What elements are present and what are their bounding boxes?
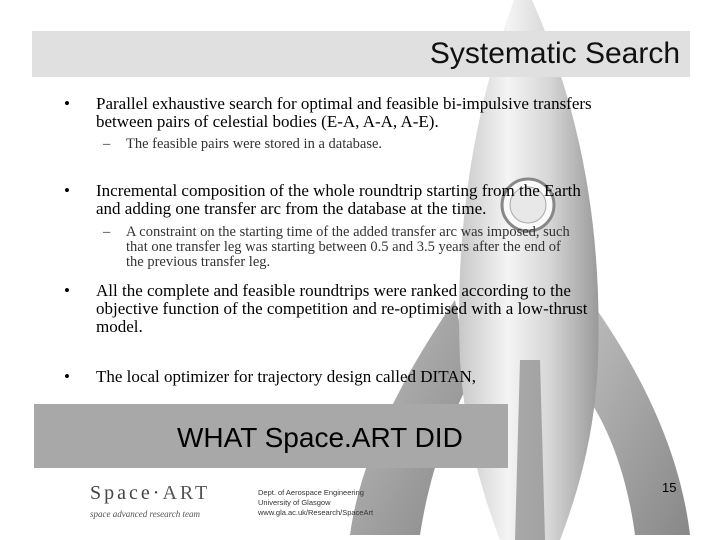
- banner: [34, 404, 508, 468]
- bullet-1-line-2: between pairs of celestial bodies (E-A, A-A, A-E).: [96, 112, 439, 131]
- bullet-3-line-2: objective function of the competition and re-optimised with a low-thrust: [96, 299, 588, 318]
- title-band: [32, 31, 690, 77]
- logo-part-1: Space: [90, 482, 153, 504]
- dept-line-1: Dept. of Aerospace Engineering: [258, 488, 364, 497]
- bullet-marker: •: [64, 281, 70, 300]
- slide-title: Systematic Search: [429, 37, 680, 70]
- bullet-2-sub-line-3: the previous transfer leg.: [126, 254, 271, 270]
- bullet-3-line-1: All the complete and feasible roundtrips were ranked according to the: [96, 281, 571, 300]
- bullet-2-sub-1-text: [126, 225, 570, 270]
- bullet-1-text: [96, 95, 592, 131]
- bullet-3-text: [96, 282, 587, 336]
- bullet-2-line-1: Incremental composition of the whole roundtrip starting from the Earth: [96, 181, 581, 200]
- bullet-1-sub-1-text: The feasible pairs were stored in a database.: [126, 136, 383, 152]
- bullet-3-line-3: model.: [96, 317, 143, 336]
- dept-line-3: www.gla.ac.uk/Research/SpaceArt: [258, 508, 374, 517]
- bullet-4-text: [96, 368, 476, 386]
- banner-text: WHAT Space.ART DID: [177, 422, 463, 453]
- sub-marker: –: [103, 136, 111, 152]
- bullet-2-text: [96, 182, 581, 218]
- page-number: 15: [662, 480, 677, 495]
- bullet-marker: •: [64, 94, 70, 113]
- bullet-marker: •: [64, 367, 70, 386]
- logo-tagline: space advanced research team: [90, 509, 201, 519]
- logo-separator: ·: [152, 482, 163, 504]
- logo-part-2: ART: [162, 482, 211, 504]
- bullet-2-line-2: and adding one transfer arc from the database at the time.: [96, 199, 487, 218]
- space-art-logo: [90, 482, 210, 505]
- dept-line-2: University of Glasgow: [258, 498, 331, 507]
- department-info: [258, 488, 373, 518]
- bullet-4-line-1: The local optimizer for trajectory design called DITAN,: [96, 367, 477, 386]
- bullet-1-line-1: Parallel exhaustive search for optimal and feasible bi-impulsive transfers: [96, 94, 592, 113]
- bullet-2-sub-line-1: A constraint on the starting time of the added transfer arc was imposed, such: [126, 224, 570, 240]
- bullet-2-sub-line-2: that one transfer leg was starting between 0.5 and 3.5 years after the end of: [126, 239, 561, 255]
- bullet-marker: •: [64, 181, 70, 200]
- sub-marker: –: [103, 224, 111, 240]
